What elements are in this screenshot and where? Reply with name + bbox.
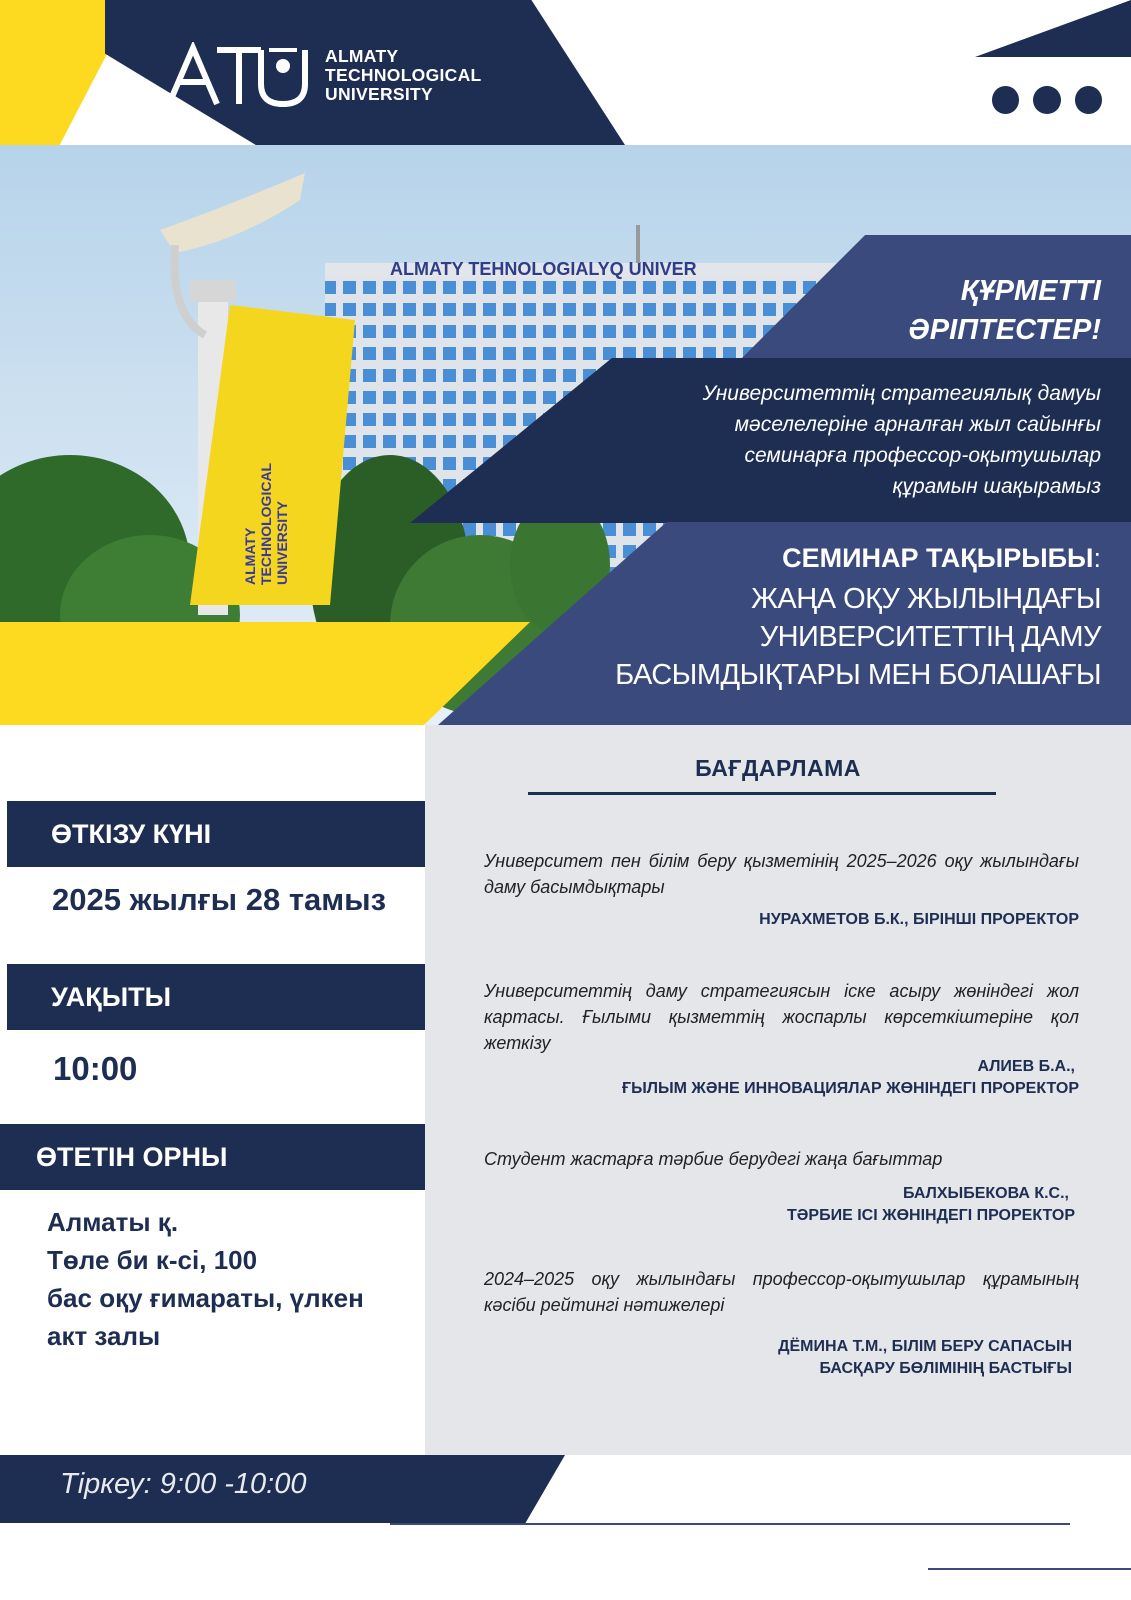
greeting-line: ҚҰРМЕТТІ — [960, 275, 1101, 307]
program-item-speaker — [977, 1056, 1075, 1078]
flag-text: ALMATY TECHNOLOGICAL UNIVERSITY — [242, 463, 290, 585]
decorative-dots — [992, 86, 1102, 116]
date-label: ӨТКІЗУ КҮНІ — [7, 801, 425, 867]
program-item-speaker — [622, 1078, 1079, 1100]
place-line: бас оқу ғимараты, үлкен — [47, 1283, 364, 1313]
topic-label-text: СЕМИНАР ТАҚЫРЫБЫ — [782, 543, 1094, 573]
university-logo — [165, 40, 545, 110]
speaker-line: НУРАХМЕТОВ Б.К., БІРІНШІ ПРОРЕКТОР — [759, 911, 1079, 928]
invitation-line: құрамын шақырамыз — [892, 475, 1101, 498]
top-right-shape — [975, 0, 1131, 57]
topic-line: БАСЫМДЫҚТАРЫ МЕН БОЛАШАҒЫ — [615, 659, 1101, 691]
place-value — [47, 1203, 407, 1355]
topic-label-colon: : — [1093, 543, 1101, 573]
footer-divider — [928, 1568, 1131, 1570]
program-title-underline — [528, 792, 996, 795]
program-item-text: Студент жастарға тәрбие берудегі жаңа бағыттар — [484, 1149, 943, 1169]
invitation-line: мәселелеріне арналған жыл сайынғы — [734, 413, 1101, 436]
program-item-speaker — [759, 909, 1079, 931]
place-line: Төле би к-сі, 100 — [47, 1245, 258, 1275]
footer-divider — [390, 1523, 1070, 1525]
speaker-line: АЛИЕВ Б.А., — [977, 1058, 1075, 1075]
program-item-text: 2024–2025 оқу жылындағы профессор-оқытушылар құрамының кәсіби рейтингі нәтижелері — [484, 1269, 1079, 1315]
greeting-title — [908, 272, 1101, 350]
dot-icon — [1033, 86, 1060, 114]
program-item-speaker — [778, 1336, 1072, 1380]
building-sign: ALMATY TEHNOLOGIALYQ UNIVER — [390, 259, 697, 279]
logo-line: UNIVERSITY — [325, 83, 434, 104]
speaker-line: БАСҚАРУ БӨЛІМІНІҢ БАСТЫҒЫ — [819, 1360, 1072, 1377]
program-item-text: Университеттің даму стратегиясын іске асыру жөніндегі жол картасы. Ғылыми қызметтің жоспарлы көрсеткіштеріне қол жеткізу — [484, 981, 1079, 1053]
topic-line: УНИВЕРСИТЕТТІҢ ДАМУ — [759, 621, 1101, 653]
logo-line: TECHNOLOGICAL — [325, 64, 482, 85]
registration-time: Тіркеу: 9:00 -10:00 — [60, 1468, 307, 1500]
speaker-line: ДЁМИНА Т.М., БІЛІМ БЕРУ САПАСЫН — [778, 1338, 1072, 1355]
invitation-line: семинарға профессор-оқытушылар — [744, 444, 1101, 467]
greeting-line: ӘРІПТЕСТЕР! — [908, 314, 1101, 346]
place-label: ӨТЕТІН ОРНЫ — [0, 1124, 425, 1190]
date-value: 2025 жылғы 28 тамыз — [52, 882, 387, 917]
speaker-line: БАЛХЫБЕКОВА К.С., — [903, 1185, 1069, 1202]
seminar-topic — [461, 580, 1101, 694]
dot-icon — [992, 86, 1019, 114]
logo-wordmark — [325, 47, 482, 104]
invitation-text — [541, 378, 1101, 502]
speaker-line: ҒЫЛЫМ ЖӘНЕ ИННОВАЦИЯЛАР ЖӨНІНДЕГІ ПРОРЕКТОР — [622, 1080, 1079, 1097]
program-item-speaker — [903, 1183, 1069, 1205]
time-value: 10:00 — [53, 1050, 138, 1087]
invitation-line: Университеттің стратегиялық дамуы — [702, 382, 1101, 405]
atu-logo-icon — [165, 42, 315, 108]
dot-icon — [1075, 86, 1102, 114]
seminar-topic-label — [782, 543, 1101, 574]
place-line: Алматы қ. — [47, 1207, 179, 1237]
time-label: УАҚЫТЫ — [7, 964, 425, 1030]
place-line: акт залы — [47, 1321, 161, 1351]
program-title: БАҒДАРЛАМА — [695, 755, 861, 781]
program-item-text: Университет пен білім беру қызметінің 2025–2026 оқу жылындағы даму басымдықтары — [484, 851, 1079, 897]
topic-line: ЖАҢА ОҚУ ЖЫЛЫНДАҒЫ — [751, 583, 1101, 615]
logo-line: ALMATY — [325, 45, 399, 66]
speaker-line: ТӘРБИЕ ІСІ ЖӨНІНДЕГІ ПРОРЕКТОР — [787, 1207, 1075, 1224]
program-item-speaker — [787, 1205, 1075, 1227]
